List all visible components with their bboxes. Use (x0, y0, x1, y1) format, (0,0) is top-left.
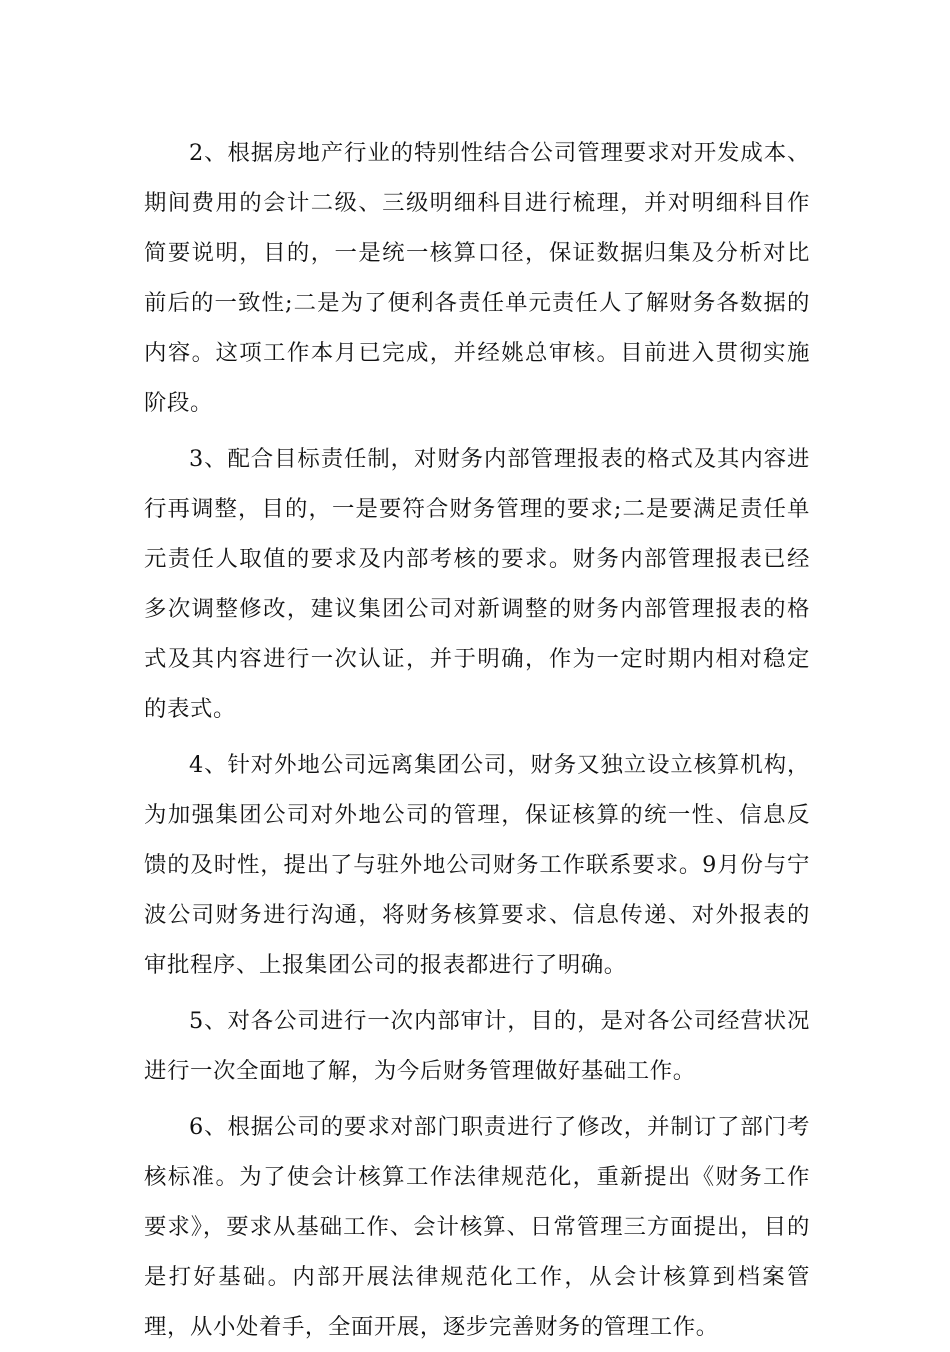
paragraph-item-5: 5、对各公司进行一次内部审计，目的，是对各公司经营状况进行一次全面地了解，为今后财务管理做好基础工作。 (144, 1008, 810, 1084)
paragraph-item-6: 6、根据公司的要求对部门职责进行了修改，并制订了部门考核标准。为了使会计核算工作法律规范化，重新提出《财务工作要求》，要求从基础工作、会计核算、日常管理三方面提出，目的是打好基础。内部开展法律规范化工作，从会计核算到档案管理，从小处着手，全面开展，逐步完善财务的管理工作。 (144, 1114, 810, 1340)
paragraph-item-4: 4、针对外地公司远离集团公司，财务又独立设立核算机构，为加强集团公司对外地公司的管理，保证核算的统一性、信息反馈的及时性，提出了与驻外地公司财务工作联系要求。9月份与宁波公司财务进行沟通，将财务核算要求、信息传递、对外报表的审批程序、上报集团公司的报表都进行了明确。 (144, 752, 810, 978)
document-body (144, 128, 810, 1352)
paragraph-item-2: 2、根据房地产行业的特别性结合公司管理要求对开发成本、期间费用的会计二级、三级明细科目进行梳理，并对明细科目作简要说明，目的，一是统一核算口径，保证数据归集及分析对比前后的一致性;二是为了便利各责任单元责任人了解财务各数据的内容。这项工作本月已完成，并经姚总审核。目前进入贯彻实施阶段。 (144, 140, 810, 416)
paragraph-item-3: 3、配合目标责任制，对财务内部管理报表的格式及其内容进行再调整，目的，一是要符合财务管理的要求;二是要满足责任单元责任人取值的要求及内部考核的要求。财务内部管理报表已经多次调整修改，建议集团公司对新调整的财务内部管理报表的格式及其内容进行一次认证，并于明确，作为一定时期内相对稳定的表式。 (144, 446, 810, 722)
